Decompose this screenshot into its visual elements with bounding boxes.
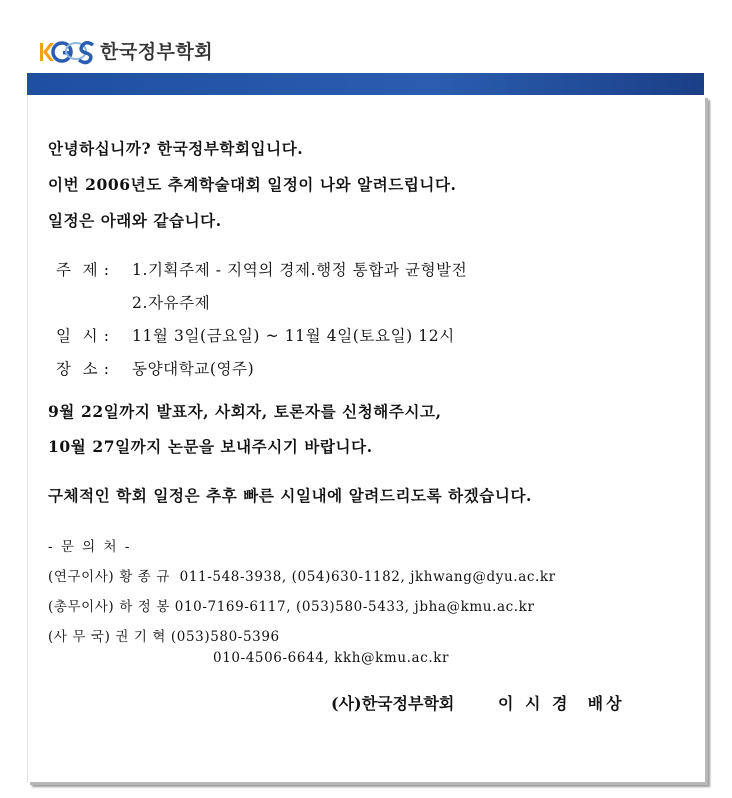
signature-name: 이 시 경 배상 <box>498 694 625 713</box>
place-value: 동양대학교(영주) <box>132 360 255 378</box>
intro-text: 이번 2006년도 추계학술대회 일정이 나와 알려드립니다. <box>48 175 457 194</box>
contact-secretariat-extra: 010-4506-6644, kkh@kmu.ac.kr <box>213 650 450 666</box>
contact-research-director: (연구이사) 황 종 규 011-548-3938, (054)630-1182, jkhwang@dyu.ac.kr <box>48 569 556 585</box>
contact-general-director: (총무이사) 하 정 봉 010-7169-6117, (053)580-5433, jbha@kmu.ac.kr <box>48 599 535 615</box>
topic-label: 주 제 : <box>56 261 110 279</box>
topic-item-2: 2.자유주제 <box>132 294 211 312</box>
contact-secretariat: (사 무 국) 권 기 혁 (053)580-5396 <box>48 629 280 645</box>
header-banner <box>27 73 704 95</box>
topic-item-1: 1.기획주제 - 지역의 경제.행정 통합과 균형발전 <box>132 261 468 279</box>
kagos-logo-icon <box>38 34 96 66</box>
greeting-text: 안녕하십니까? 한국정부학회입니다. <box>48 139 304 158</box>
request-text-1: 9월 22일까지 발표자, 사회자, 토론자를 신청해주시고, <box>48 402 442 421</box>
logo-title: 한국정부학회 <box>100 40 214 63</box>
contact-heading: - 문 의 처 - <box>48 539 132 555</box>
signature-org: (사)한국정부학회 <box>331 694 455 713</box>
request-text-2: 10월 27일까지 논문을 보내주시기 바랍니다. <box>48 437 373 456</box>
date-value: 11월 3일(금요일) ~ 11월 4일(토요일) 12시 <box>132 327 455 345</box>
place-label: 장 소 : <box>56 360 110 378</box>
site-logo[interactable] <box>38 34 213 66</box>
schedule-intro-text: 일정은 아래와 같습니다. <box>48 211 222 230</box>
notice-text: 구체적인 학회 일정은 추후 빠른 시일내에 알려드리도록 하겠습니다. <box>48 486 533 505</box>
date-label: 일 시 : <box>56 327 110 345</box>
